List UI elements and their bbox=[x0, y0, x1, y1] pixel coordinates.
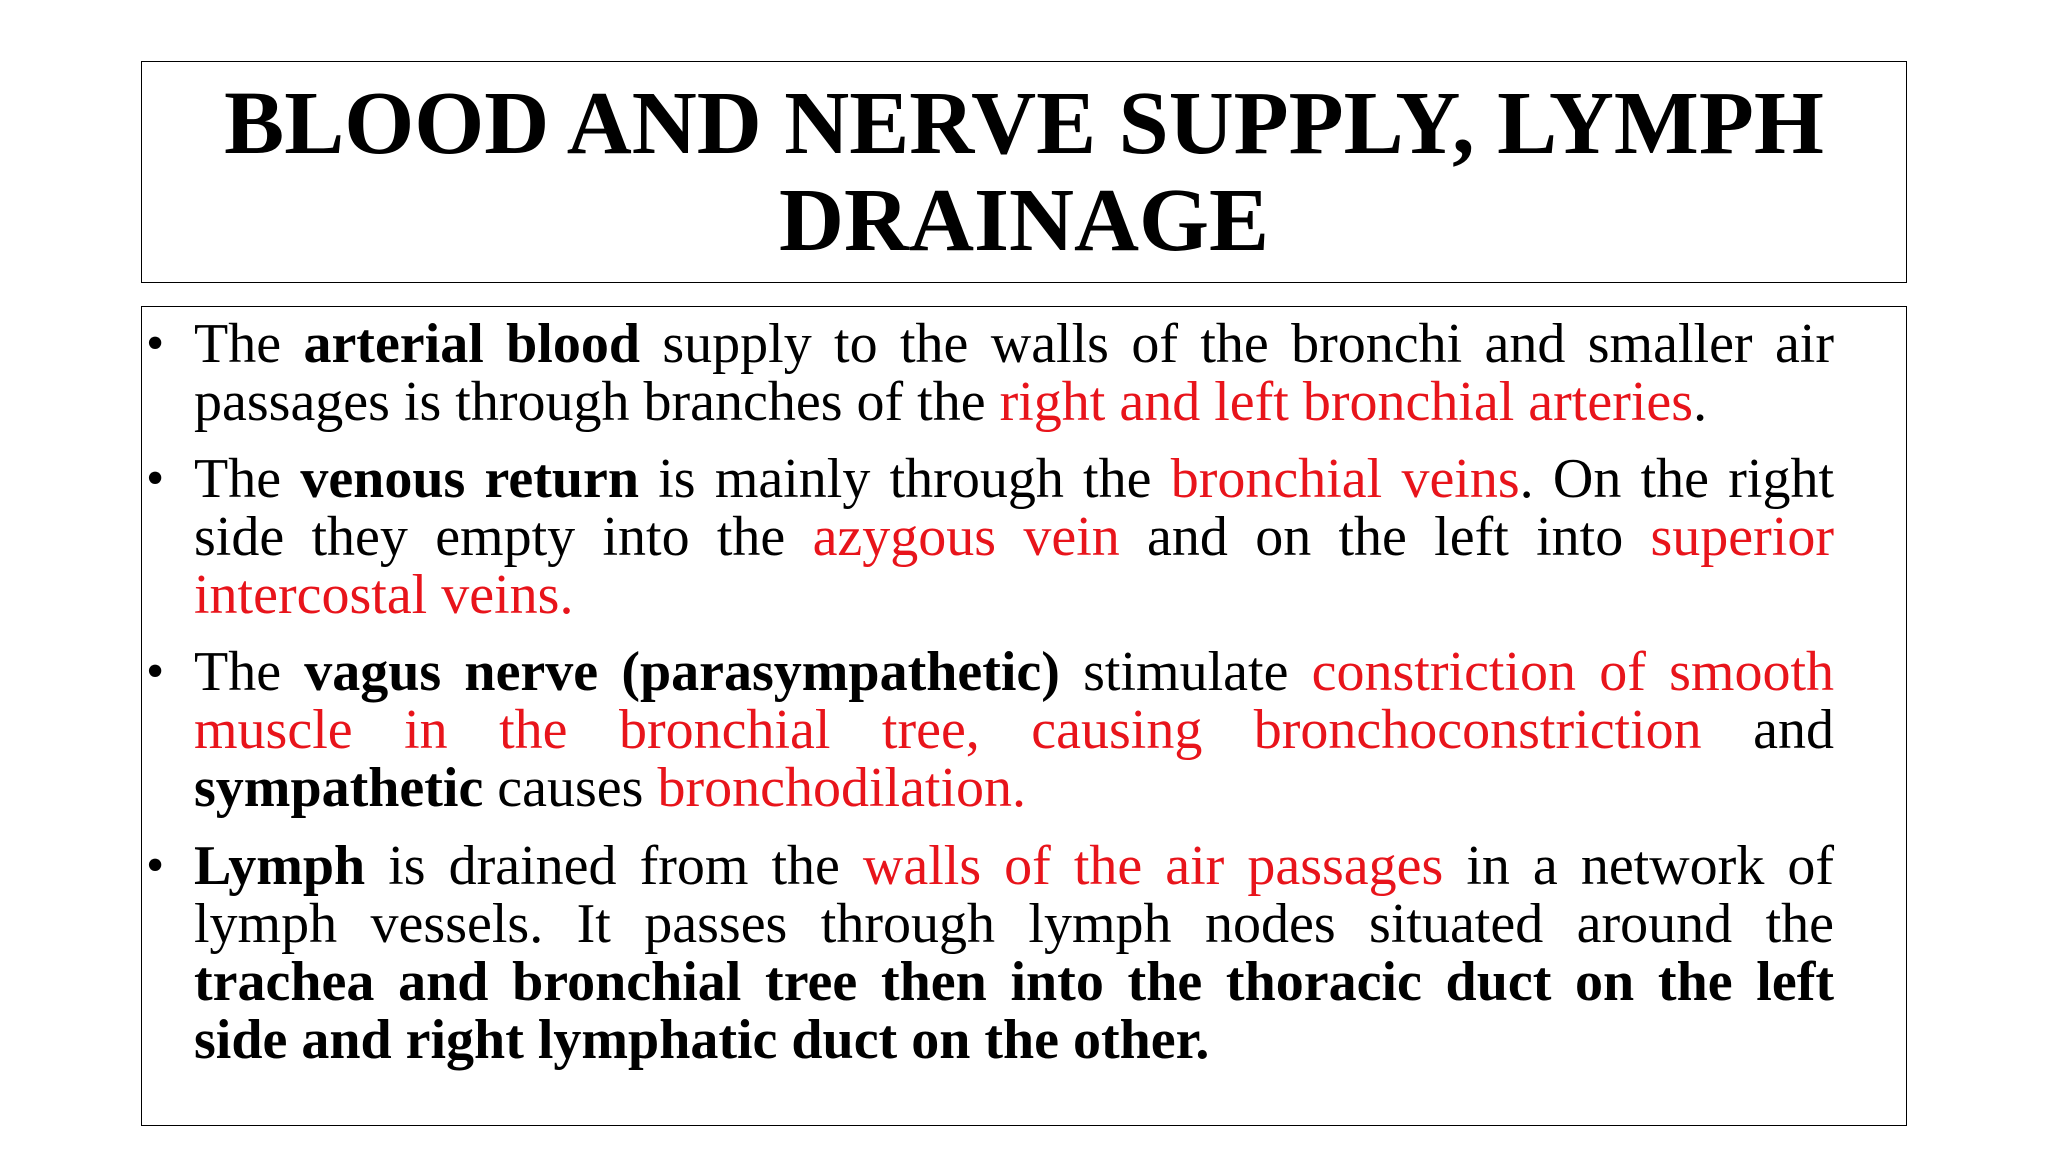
text-segment: The bbox=[194, 641, 305, 703]
highlighted-term: superior intercostal veins. bbox=[194, 506, 1834, 626]
text-segment: is drained from the bbox=[365, 835, 863, 897]
bullet-lymph-drainage bbox=[146, 835, 1834, 1071]
text-segment: and bbox=[1701, 699, 1834, 761]
highlighted-term: right and left bronchial arteries bbox=[999, 371, 1694, 433]
bold-term: sympathetic bbox=[194, 757, 484, 819]
text-segment: causes bbox=[483, 757, 658, 819]
text-segment: The bbox=[194, 313, 304, 375]
highlighted-term: bronchodilation. bbox=[657, 757, 1027, 819]
bold-term: venous return bbox=[300, 448, 639, 510]
highlighted-term: walls of the air passages bbox=[862, 835, 1444, 897]
bold-term: vagus nerve (parasympathetic) bbox=[304, 641, 1060, 703]
text-segment: . On the right side they empty into the bbox=[194, 448, 1835, 568]
bullet-point-icon: • bbox=[146, 450, 165, 507]
highlighted-term: azygous vein bbox=[812, 506, 1120, 568]
text-segment: is mainly through the bbox=[639, 448, 1171, 510]
bullet-nerve-supply bbox=[146, 641, 1835, 819]
slide-title-line-1: BLOOD AND NERVE SUPPLY, LYMPH bbox=[224, 74, 1824, 173]
text-segment: and on the left into bbox=[1119, 506, 1651, 568]
text-segment: stimulate bbox=[1059, 641, 1312, 703]
highlighted-term: constriction of smooth muscle in the bronchial tree, causing bronchoconstriction bbox=[194, 641, 1835, 761]
text-segment: . bbox=[1693, 371, 1708, 433]
bullet-point-icon: • bbox=[146, 315, 165, 372]
bold-term: arterial blood bbox=[303, 313, 640, 375]
text-segment: in a network of lymph vessels. It passes through lymph nodes situated around the bbox=[194, 835, 1834, 955]
highlighted-term: bronchial veins bbox=[1170, 448, 1520, 510]
slide-title-box bbox=[141, 61, 1907, 283]
slide-content-box bbox=[141, 306, 1907, 1126]
bold-term: Lymph bbox=[194, 835, 366, 897]
bullet-point-icon: • bbox=[146, 837, 165, 894]
bullet-arterial-supply bbox=[146, 313, 1835, 433]
bold-term: trachea and bronchial tree then into the thoracic duct on the left side and right lymphatic duct on the other. bbox=[194, 951, 1834, 1071]
slide-title-line-2: DRAINAGE bbox=[778, 171, 1270, 270]
text-segment: supply to the walls of the bronchi and smaller air passages is through branches of the bbox=[194, 313, 1835, 433]
text-segment: The bbox=[194, 448, 301, 510]
bullet-venous-return bbox=[146, 448, 1835, 626]
bullet-point-icon: • bbox=[146, 643, 165, 700]
